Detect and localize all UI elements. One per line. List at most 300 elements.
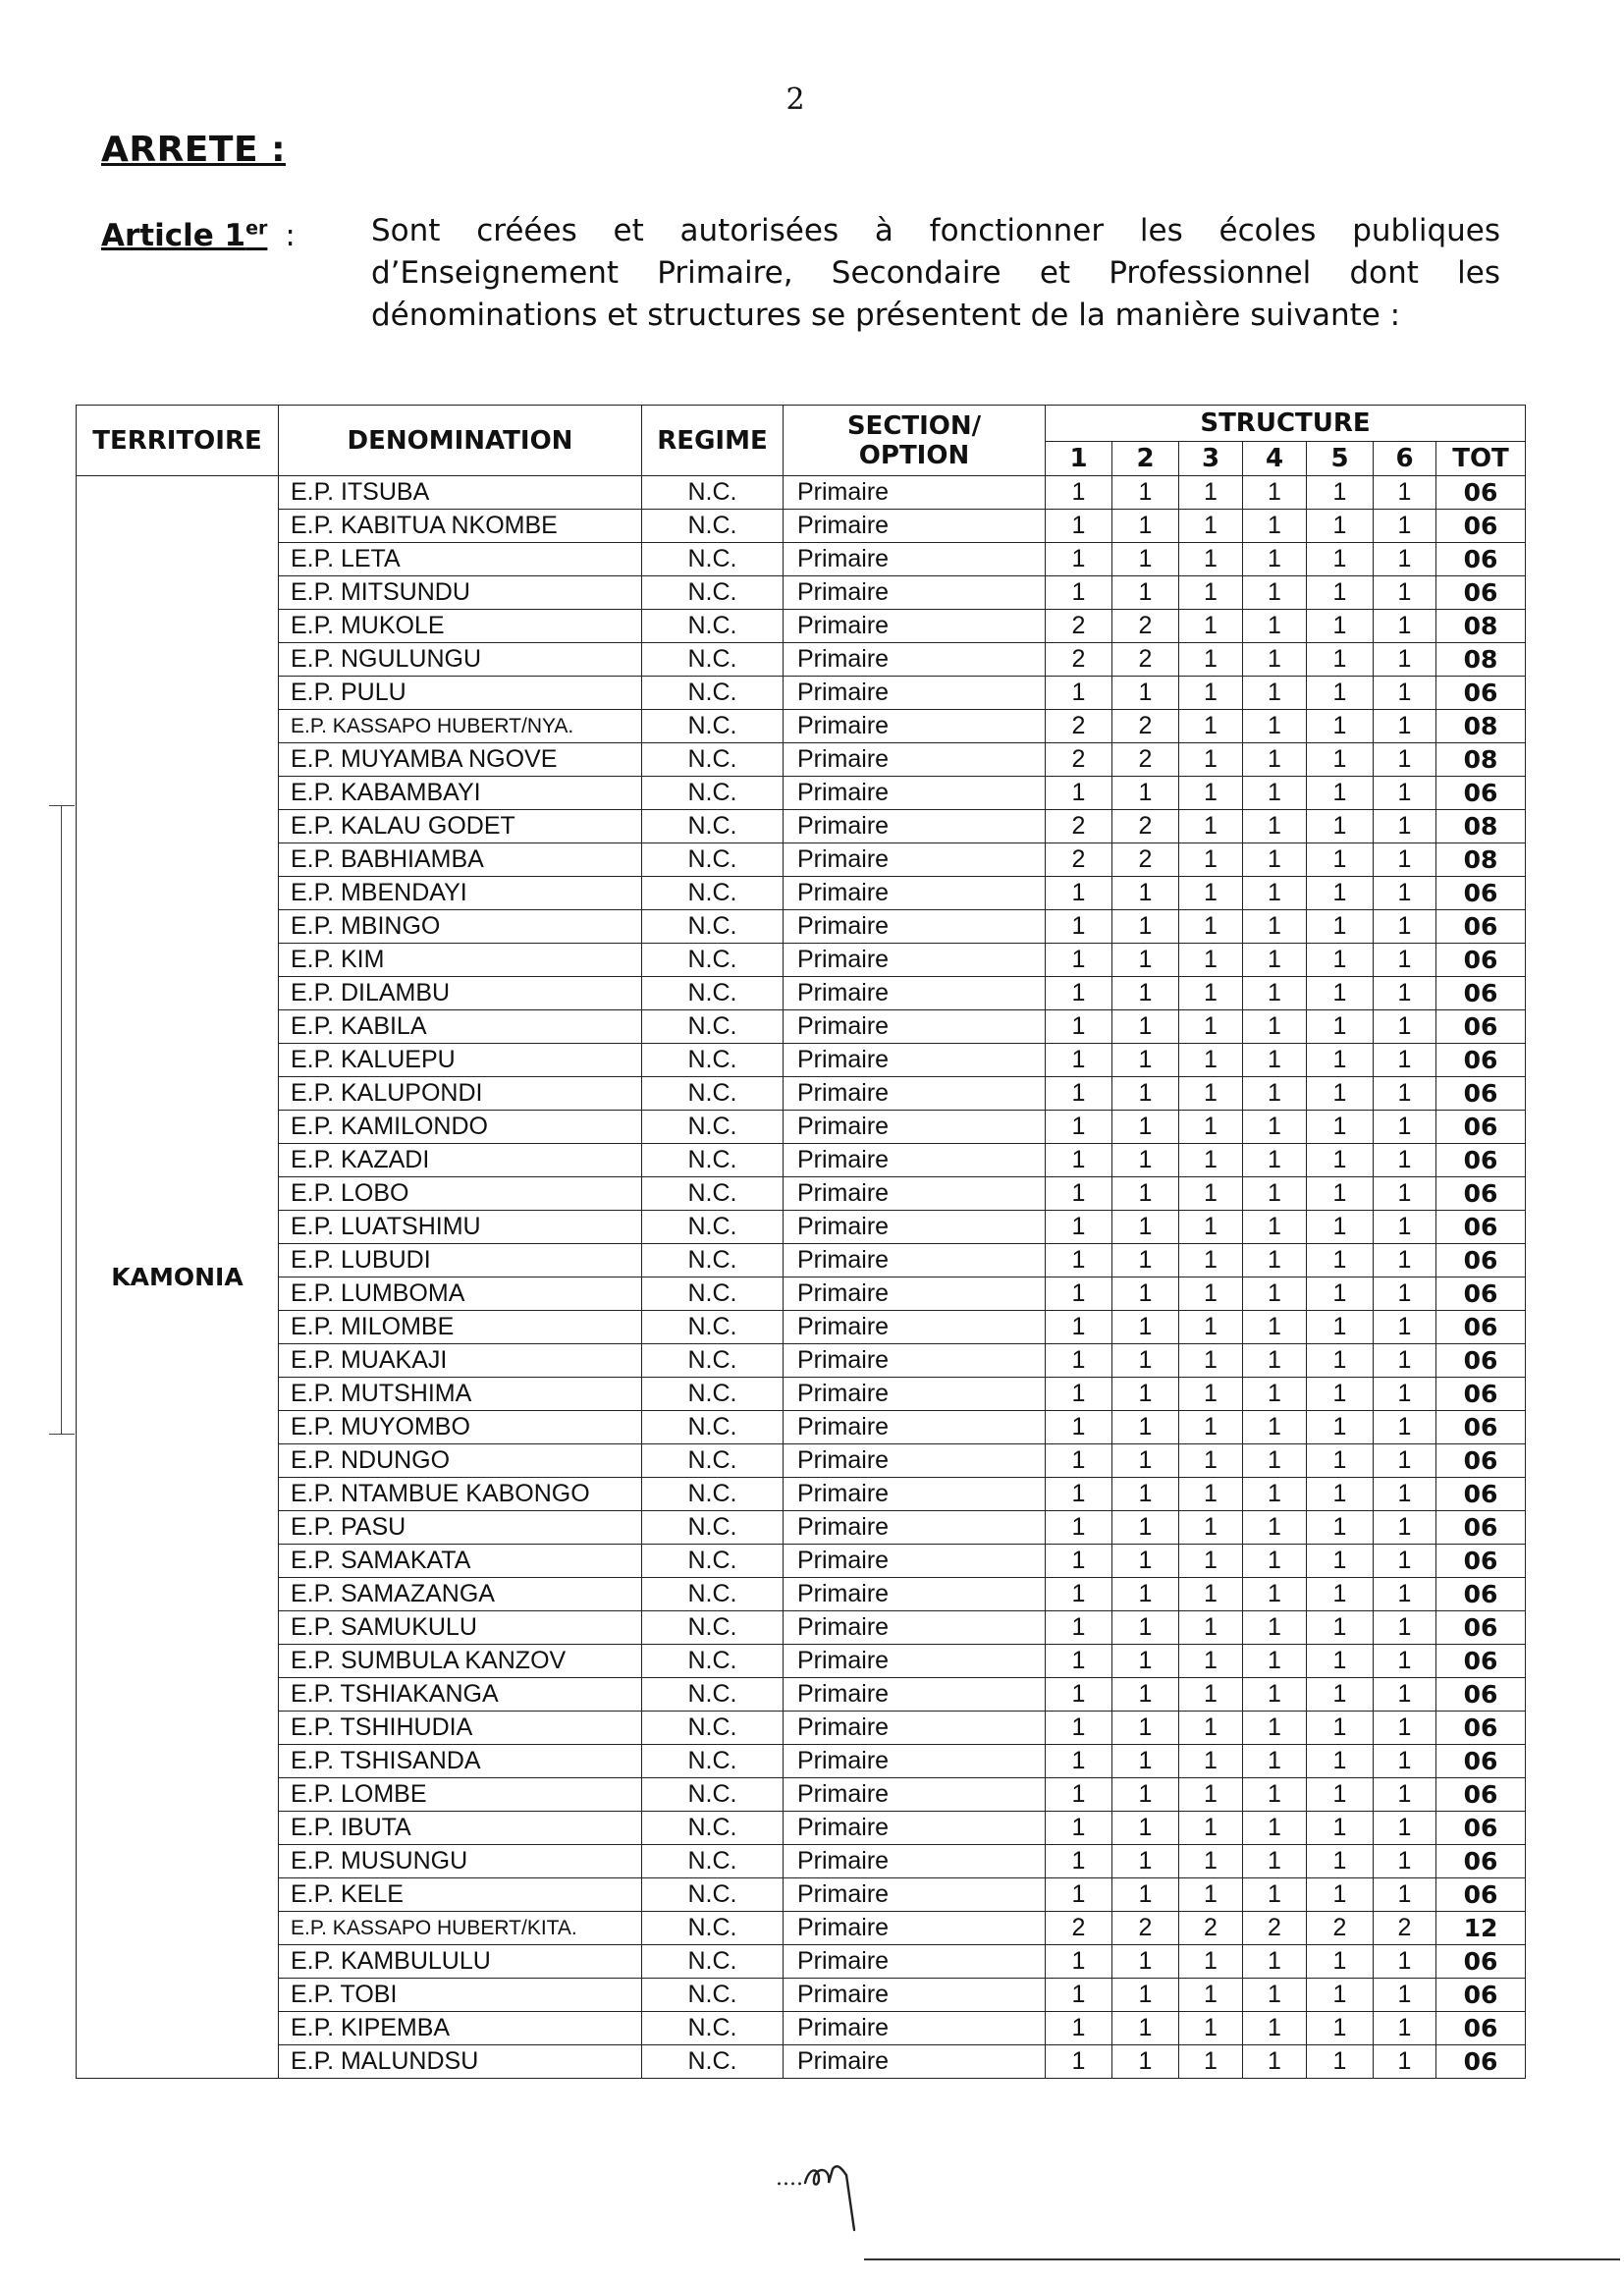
structure-cell-6: 1 (1374, 1845, 1436, 1878)
structure-cell-2: 1 (1112, 1611, 1179, 1645)
regime-cell: N.C. (642, 1411, 784, 1444)
structure-cell-5: 1 (1307, 1645, 1374, 1678)
structure-cell-2: 2 (1112, 610, 1179, 643)
structure-cell-6: 1 (1374, 1378, 1436, 1411)
structure-cell-4: 1 (1243, 677, 1307, 710)
structure-cell-6: 1 (1374, 1979, 1436, 2012)
table-row (77, 944, 1526, 977)
section-cell: Primaire (784, 1712, 1046, 1745)
structure-cell-2: 1 (1112, 510, 1179, 543)
structure-cell-1: 1 (1046, 2012, 1112, 2045)
structure-cell-2: 1 (1112, 1010, 1179, 1044)
structure-cell-5: 1 (1307, 910, 1374, 944)
table-row (77, 2012, 1526, 2045)
structure-cell-5: 1 (1307, 977, 1374, 1010)
regime-cell: N.C. (642, 1878, 784, 1912)
regime-cell: N.C. (642, 1244, 784, 1277)
structure-cell-1: 1 (1046, 1344, 1112, 1378)
section-cell: Primaire (784, 1177, 1046, 1211)
table-row (77, 510, 1526, 543)
structure-cell-2: 1 (1112, 1478, 1179, 1511)
structure-total-cell: 06 (1436, 1044, 1526, 1077)
structure-cell-5: 1 (1307, 1945, 1374, 1979)
structure-total-cell: 06 (1436, 1778, 1526, 1812)
structure-cell-3: 1 (1179, 1411, 1243, 1444)
structure-cell-3: 1 (1179, 677, 1243, 710)
structure-cell-2: 1 (1112, 1812, 1179, 1845)
structure-cell-1: 1 (1046, 543, 1112, 576)
structure-cell-1: 1 (1046, 1578, 1112, 1611)
structure-cell-1: 1 (1046, 1478, 1112, 1511)
structure-cell-5: 2 (1307, 1912, 1374, 1945)
structure-cell-2: 1 (1112, 1645, 1179, 1678)
structure-cell-2: 1 (1112, 944, 1179, 977)
table-row (77, 1678, 1526, 1712)
structure-cell-4: 1 (1243, 1044, 1307, 1077)
section-cell: Primaire (784, 2012, 1046, 2045)
table-row (77, 1478, 1526, 1511)
table-row (77, 1545, 1526, 1578)
section-cell: Primaire (784, 1044, 1046, 1077)
structure-cell-4: 1 (1243, 1344, 1307, 1378)
denomination-cell: E.P. LETA (279, 543, 642, 576)
section-cell: Primaire (784, 1511, 1046, 1545)
structure-cell-5: 1 (1307, 810, 1374, 843)
header-territoire: TERRITOIRE (77, 406, 279, 476)
structure-cell-5: 1 (1307, 1745, 1374, 1778)
structure-cell-5: 1 (1307, 1144, 1374, 1177)
section-cell: Primaire (784, 1211, 1046, 1244)
structure-total-cell: 06 (1436, 1478, 1526, 1511)
structure-cell-5: 1 (1307, 510, 1374, 543)
table-row (77, 1611, 1526, 1645)
structure-cell-2: 2 (1112, 743, 1179, 777)
margin-tick-top (49, 805, 75, 806)
footer-rule (864, 2258, 1620, 2260)
structure-cell-6: 1 (1374, 910, 1436, 944)
structure-cell-4: 1 (1243, 843, 1307, 877)
denomination-cell: E.P. MUSUNGU (279, 1845, 642, 1878)
structure-total-cell: 08 (1436, 610, 1526, 643)
section-cell: Primaire (784, 710, 1046, 743)
structure-total-cell: 06 (1436, 1010, 1526, 1044)
structure-cell-3: 1 (1179, 1478, 1243, 1511)
denomination-cell: E.P. MALUNDSU (279, 2045, 642, 2079)
denomination-cell: E.P. KALUPONDI (279, 1077, 642, 1111)
section-cell: Primaire (784, 1378, 1046, 1411)
structure-total-cell: 06 (1436, 1177, 1526, 1211)
structure-cell-2: 1 (1112, 1778, 1179, 1812)
structure-cell-6: 1 (1374, 1611, 1436, 1645)
structure-cell-4: 1 (1243, 1311, 1307, 1344)
structure-cell-1: 1 (1046, 777, 1112, 810)
structure-cell-2: 2 (1112, 643, 1179, 677)
table-row (77, 1712, 1526, 1745)
structure-total-cell: 06 (1436, 1745, 1526, 1778)
section-cell: Primaire (784, 1979, 1046, 2012)
structure-cell-2: 1 (1112, 1945, 1179, 1979)
section-cell: Primaire (784, 2045, 1046, 2079)
structure-total-cell: 06 (1436, 1378, 1526, 1411)
table-row (77, 1578, 1526, 1611)
structure-cell-3: 1 (1179, 543, 1243, 576)
structure-total-cell: 06 (1436, 1712, 1526, 1745)
table-row (77, 1177, 1526, 1211)
structure-cell-6: 1 (1374, 1745, 1436, 1778)
regime-cell: N.C. (642, 1778, 784, 1812)
section-cell: Primaire (784, 1645, 1046, 1678)
denomination-cell: E.P. MUYOMBO (279, 1411, 642, 1444)
regime-cell: N.C. (642, 910, 784, 944)
structure-total-cell: 06 (1436, 1979, 1526, 2012)
section-cell: Primaire (784, 1077, 1046, 1111)
table-row (77, 1311, 1526, 1344)
section-cell: Primaire (784, 743, 1046, 777)
section-cell: Primaire (784, 1111, 1046, 1144)
table-row (77, 977, 1526, 1010)
structure-cell-5: 1 (1307, 743, 1374, 777)
structure-total-cell: 06 (1436, 910, 1526, 944)
regime-cell: N.C. (642, 2012, 784, 2045)
structure-cell-6: 1 (1374, 1211, 1436, 1244)
structure-cell-2: 1 (1112, 1578, 1179, 1611)
section-cell: Primaire (784, 1478, 1046, 1511)
structure-cell-1: 1 (1046, 1678, 1112, 1712)
structure-cell-3: 1 (1179, 1378, 1243, 1411)
header-structure-3: 3 (1179, 442, 1243, 476)
structure-cell-3: 1 (1179, 1311, 1243, 1344)
section-cell: Primaire (784, 1678, 1046, 1712)
regime-cell: N.C. (642, 877, 784, 910)
article-label (101, 218, 296, 253)
structure-total-cell: 06 (1436, 1678, 1526, 1712)
structure-cell-6: 1 (1374, 843, 1436, 877)
structure-cell-3: 1 (1179, 1244, 1243, 1277)
structure-cell-2: 2 (1112, 810, 1179, 843)
section-cell: Primaire (784, 1878, 1046, 1912)
schools-table (76, 405, 1526, 2079)
article-label-text: Article 1er (101, 218, 268, 254)
structure-cell-6: 1 (1374, 1111, 1436, 1144)
structure-total-cell: 06 (1436, 1144, 1526, 1177)
structure-cell-1: 1 (1046, 910, 1112, 944)
structure-cell-2: 1 (1112, 476, 1179, 510)
structure-cell-2: 1 (1112, 2012, 1179, 2045)
structure-cell-1: 2 (1046, 1912, 1112, 1945)
structure-cell-1: 1 (1046, 1311, 1112, 1344)
regime-cell: N.C. (642, 843, 784, 877)
denomination-cell: E.P. PASU (279, 1511, 642, 1545)
structure-cell-1: 1 (1046, 1244, 1112, 1277)
table-row (77, 1378, 1526, 1411)
denomination-cell: E.P. MITSUNDU (279, 576, 642, 610)
regime-cell: N.C. (642, 1812, 784, 1845)
structure-cell-2: 1 (1112, 1077, 1179, 1111)
structure-cell-5: 1 (1307, 710, 1374, 743)
structure-cell-6: 1 (1374, 1945, 1436, 1979)
structure-cell-6: 1 (1374, 543, 1436, 576)
denomination-cell: E.P. SAMAKATA (279, 1545, 642, 1578)
structure-cell-1: 1 (1046, 1611, 1112, 1645)
structure-cell-1: 1 (1046, 1144, 1112, 1177)
structure-cell-2: 1 (1112, 1211, 1179, 1244)
regime-cell: N.C. (642, 710, 784, 743)
structure-cell-3: 1 (1179, 977, 1243, 1010)
structure-cell-5: 1 (1307, 2012, 1374, 2045)
denomination-cell: E.P. MUYAMBA NGOVE (279, 743, 642, 777)
regime-cell: N.C. (642, 1077, 784, 1111)
structure-cell-3: 1 (1179, 810, 1243, 843)
denomination-cell: E.P. MUKOLE (279, 610, 642, 643)
table-row (77, 576, 1526, 610)
structure-total-cell: 06 (1436, 1244, 1526, 1277)
structure-total-cell: 06 (1436, 2045, 1526, 2079)
structure-total-cell: 06 (1436, 1411, 1526, 1444)
denomination-cell: E.P. SUMBULA KANZOV (279, 1645, 642, 1678)
article-text: Sont créées et autorisées à fonctionner les écoles publiques d’Enseignement Primaire, Secondaire et Professionnel dont les dénominations et structures se présentent de la manière suivante : (371, 213, 1500, 333)
structure-cell-6: 1 (1374, 710, 1436, 743)
structure-total-cell: 06 (1436, 1812, 1526, 1845)
structure-cell-6: 1 (1374, 1144, 1436, 1177)
structure-cell-2: 1 (1112, 1845, 1179, 1878)
structure-cell-5: 1 (1307, 1111, 1374, 1144)
structure-cell-4: 1 (1243, 1578, 1307, 1611)
denomination-cell: E.P. KELE (279, 1878, 642, 1912)
structure-cell-6: 1 (1374, 1778, 1436, 1812)
section-cell: Primaire (784, 1444, 1046, 1478)
structure-cell-3: 1 (1179, 877, 1243, 910)
table-row (77, 1778, 1526, 1812)
table-row (77, 1812, 1526, 1845)
structure-cell-5: 1 (1307, 1845, 1374, 1878)
section-cell: Primaire (784, 977, 1046, 1010)
structure-cell-2: 1 (1112, 1277, 1179, 1311)
regime-cell: N.C. (642, 1111, 784, 1144)
regime-cell: N.C. (642, 1578, 784, 1611)
denomination-cell: E.P. LUMBOMA (279, 1277, 642, 1311)
denomination-cell: E.P. NDUNGO (279, 1444, 642, 1478)
section-cell: Primaire (784, 1745, 1046, 1778)
structure-total-cell: 06 (1436, 777, 1526, 810)
denomination-cell: E.P. TOBI (279, 1979, 642, 2012)
regime-cell: N.C. (642, 1945, 784, 1979)
header-structure-4: 4 (1243, 442, 1307, 476)
denomination-cell: E.P. KAMILONDO (279, 1111, 642, 1144)
regime-cell: N.C. (642, 1211, 784, 1244)
denomination-cell: E.P. LOMBE (279, 1778, 642, 1812)
structure-cell-3: 1 (1179, 1645, 1243, 1678)
table-row (77, 1044, 1526, 1077)
section-cell: Primaire (784, 576, 1046, 610)
regime-cell: N.C. (642, 610, 784, 643)
denomination-cell: E.P. KIPEMBA (279, 2012, 642, 2045)
structure-total-cell: 06 (1436, 1545, 1526, 1578)
section-cell: Primaire (784, 1144, 1046, 1177)
structure-cell-4: 1 (1243, 576, 1307, 610)
structure-cell-6: 1 (1374, 743, 1436, 777)
structure-cell-1: 1 (1046, 1545, 1112, 1578)
structure-cell-1: 1 (1046, 576, 1112, 610)
structure-cell-6: 1 (1374, 1712, 1436, 1745)
structure-cell-6: 1 (1374, 2012, 1436, 2045)
denomination-cell: E.P. LUBUDI (279, 1244, 642, 1277)
structure-cell-1: 1 (1046, 1177, 1112, 1211)
structure-cell-6: 1 (1374, 576, 1436, 610)
structure-cell-6: 1 (1374, 677, 1436, 710)
section-cell: Primaire (784, 1344, 1046, 1378)
denomination-cell: E.P. KALAU GODET (279, 810, 642, 843)
structure-cell-3: 1 (1179, 1979, 1243, 2012)
structure-cell-6: 1 (1374, 1044, 1436, 1077)
structure-cell-3: 1 (1179, 1712, 1243, 1745)
structure-cell-6: 1 (1374, 643, 1436, 677)
structure-cell-6: 1 (1374, 1177, 1436, 1211)
denomination-cell: E.P. ITSUBA (279, 476, 642, 510)
structure-cell-4: 1 (1243, 1778, 1307, 1812)
structure-cell-6: 1 (1374, 810, 1436, 843)
header-structure-total: TOT (1436, 442, 1526, 476)
structure-cell-3: 1 (1179, 1878, 1243, 1912)
structure-cell-2: 1 (1112, 1511, 1179, 1545)
signature-prefix: .... (776, 2166, 803, 2191)
section-cell: Primaire (784, 1244, 1046, 1277)
structure-cell-5: 1 (1307, 1578, 1374, 1611)
structure-cell-1: 1 (1046, 977, 1112, 1010)
structure-cell-6: 1 (1374, 1444, 1436, 1478)
structure-cell-2: 1 (1112, 1411, 1179, 1444)
regime-cell: N.C. (642, 543, 784, 576)
structure-cell-2: 1 (1112, 543, 1179, 576)
denomination-cell: E.P. KALUEPU (279, 1044, 642, 1077)
section-cell: Primaire (784, 1945, 1046, 1979)
structure-cell-6: 1 (1374, 777, 1436, 810)
header-regime: REGIME (642, 406, 784, 476)
structure-cell-1: 1 (1046, 1111, 1112, 1144)
structure-cell-6: 1 (1374, 1077, 1436, 1111)
structure-cell-1: 1 (1046, 677, 1112, 710)
denomination-cell: E.P. LOBO (279, 1177, 642, 1211)
regime-cell: N.C. (642, 810, 784, 843)
structure-cell-3: 1 (1179, 1578, 1243, 1611)
regime-cell: N.C. (642, 1511, 784, 1545)
regime-cell: N.C. (642, 1277, 784, 1311)
margin-tick-bottom (49, 1434, 75, 1435)
denomination-cell: E.P. KABAMBAYI (279, 777, 642, 810)
structure-cell-6: 1 (1374, 1812, 1436, 1845)
structure-cell-5: 1 (1307, 1277, 1374, 1311)
article-label-colon: : (285, 218, 296, 254)
table-row (77, 1077, 1526, 1111)
regime-cell: N.C. (642, 1344, 784, 1378)
regime-cell: N.C. (642, 977, 784, 1010)
structure-cell-6: 1 (1374, 2045, 1436, 2079)
structure-cell-1: 1 (1046, 1010, 1112, 1044)
structure-cell-4: 1 (1243, 610, 1307, 643)
section-cell: Primaire (784, 1311, 1046, 1344)
structure-total-cell: 06 (1436, 510, 1526, 543)
table-row (77, 1277, 1526, 1311)
structure-total-cell: 06 (1436, 1311, 1526, 1344)
regime-cell: N.C. (642, 1311, 784, 1344)
structure-cell-3: 1 (1179, 1077, 1243, 1111)
structure-cell-4: 2 (1243, 1912, 1307, 1945)
structure-cell-3: 1 (1179, 643, 1243, 677)
structure-cell-5: 1 (1307, 1511, 1374, 1545)
structure-cell-2: 1 (1112, 1177, 1179, 1211)
structure-cell-3: 1 (1179, 2012, 1243, 2045)
structure-cell-5: 1 (1307, 1778, 1374, 1812)
structure-cell-4: 1 (1243, 1812, 1307, 1845)
denomination-cell: E.P. KAMBULULU (279, 1945, 642, 1979)
section-cell: Primaire (784, 843, 1046, 877)
structure-cell-5: 1 (1307, 1311, 1374, 1344)
structure-cell-1: 1 (1046, 1044, 1112, 1077)
structure-cell-5: 1 (1307, 543, 1374, 576)
structure-cell-2: 1 (1112, 1244, 1179, 1277)
structure-cell-2: 2 (1112, 710, 1179, 743)
denomination-cell: E.P. TSHIHUDIA (279, 1712, 642, 1745)
denomination-cell: E.P. LUATSHIMU (279, 1211, 642, 1244)
regime-cell: N.C. (642, 677, 784, 710)
regime-cell: N.C. (642, 1378, 784, 1411)
structure-cell-2: 1 (1112, 677, 1179, 710)
table-row (77, 476, 1526, 510)
structure-cell-3: 1 (1179, 1545, 1243, 1578)
denomination-cell: E.P. MBINGO (279, 910, 642, 944)
structure-cell-5: 1 (1307, 1177, 1374, 1211)
section-cell: Primaire (784, 777, 1046, 810)
structure-total-cell: 06 (1436, 543, 1526, 576)
regime-cell: N.C. (642, 944, 784, 977)
structure-cell-2: 2 (1112, 843, 1179, 877)
structure-total-cell: 06 (1436, 1945, 1526, 1979)
structure-cell-3: 1 (1179, 843, 1243, 877)
structure-cell-4: 1 (1243, 543, 1307, 576)
structure-cell-4: 1 (1243, 910, 1307, 944)
structure-total-cell: 06 (1436, 1444, 1526, 1478)
structure-cell-6: 1 (1374, 1878, 1436, 1912)
structure-cell-4: 1 (1243, 1745, 1307, 1778)
structure-cell-5: 1 (1307, 1411, 1374, 1444)
structure-cell-2: 1 (1112, 1311, 1179, 1344)
structure-cell-1: 2 (1046, 610, 1112, 643)
structure-cell-6: 1 (1374, 1578, 1436, 1611)
structure-cell-2: 1 (1112, 877, 1179, 910)
structure-cell-6: 1 (1374, 476, 1436, 510)
structure-cell-3: 1 (1179, 1812, 1243, 1845)
structure-cell-2: 1 (1112, 777, 1179, 810)
structure-cell-6: 1 (1374, 1344, 1436, 1378)
structure-cell-4: 1 (1243, 1177, 1307, 1211)
section-cell: Primaire (784, 510, 1046, 543)
regime-cell: N.C. (642, 1979, 784, 2012)
structure-cell-3: 1 (1179, 1444, 1243, 1478)
regime-cell: N.C. (642, 1611, 784, 1645)
denomination-cell: E.P. MBENDAYI (279, 877, 642, 910)
structure-total-cell: 06 (1436, 1578, 1526, 1611)
structure-cell-3: 1 (1179, 510, 1243, 543)
structure-cell-2: 1 (1112, 1712, 1179, 1745)
denomination-cell: E.P. NGULUNGU (279, 643, 642, 677)
structure-total-cell: 06 (1436, 677, 1526, 710)
structure-cell-4: 1 (1243, 1478, 1307, 1511)
structure-cell-3: 1 (1179, 1111, 1243, 1144)
structure-cell-3: 1 (1179, 1010, 1243, 1044)
structure-cell-3: 1 (1179, 1945, 1243, 1979)
table-row (77, 1878, 1526, 1912)
structure-cell-2: 1 (1112, 1144, 1179, 1177)
denomination-cell: E.P. IBUTA (279, 1812, 642, 1845)
